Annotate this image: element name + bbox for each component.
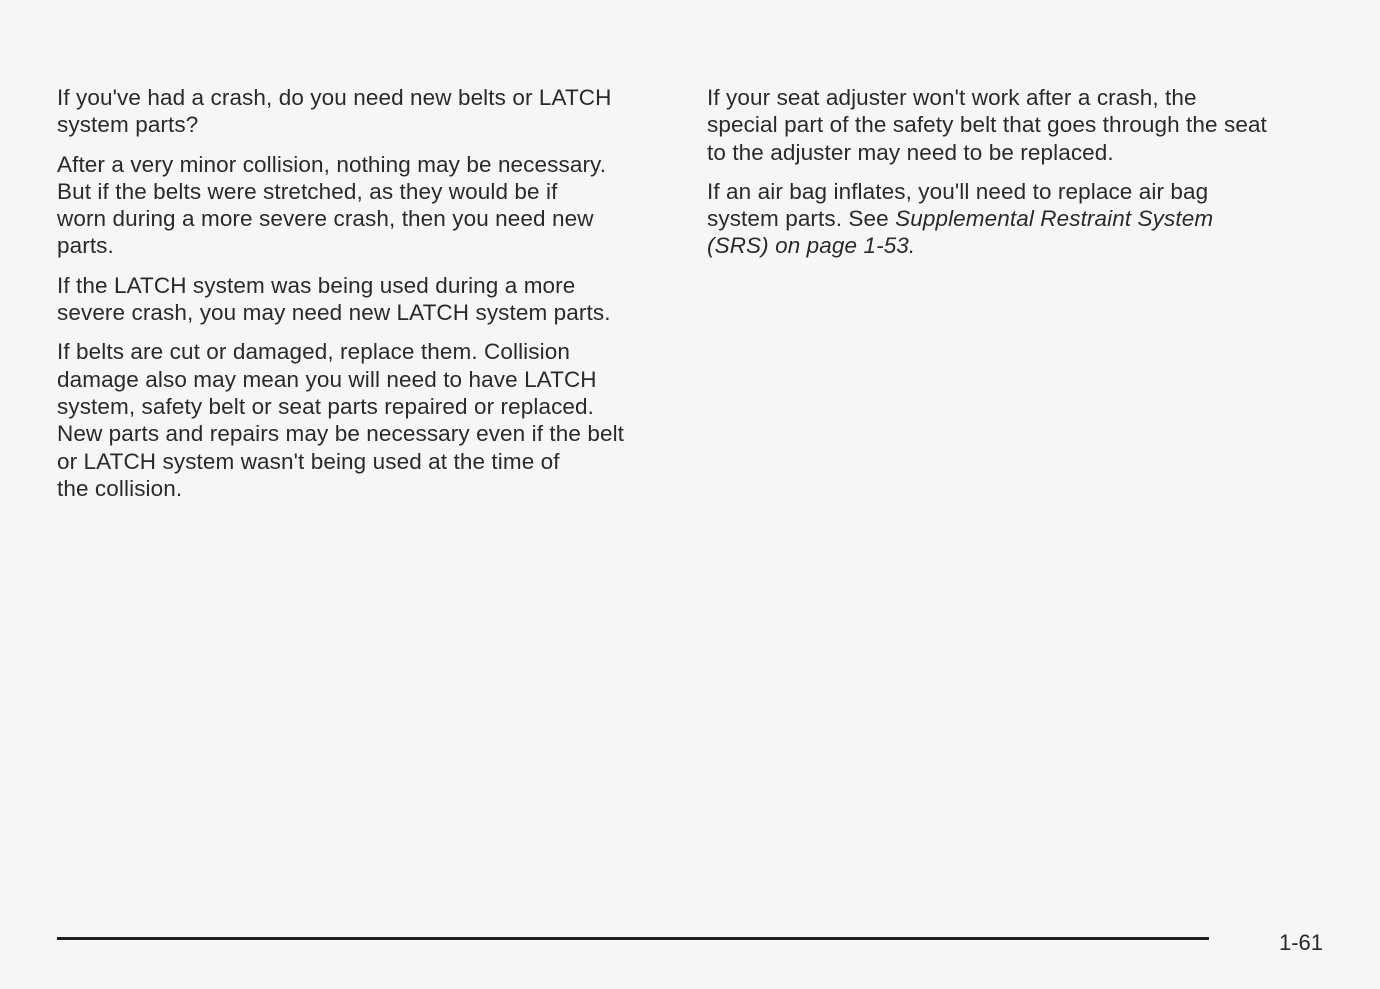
paragraph-crash-question [57,84,669,139]
right-column [707,84,1325,272]
text-line: system parts? [57,112,199,138]
footer-rule [57,937,1209,940]
text-line: But if the belts were stretched, as they would be if [57,178,558,204]
paragraph-latch-used [57,272,669,327]
text-line: the collision. [57,475,183,501]
text-segment: system parts. See [707,206,896,232]
paragraph-minor-collision [57,151,669,260]
text-line: special part of the safety belt that goes through the seat [707,112,1267,138]
text-line: to the adjuster may need to be replaced. [707,139,1114,165]
cross-reference-link-continued[interactable]: (SRS) on page 1-53. [707,233,916,259]
paragraph-belts-damaged [57,338,669,502]
text-line: After a very minor collision, nothing may be necessary. [57,151,607,177]
cross-reference-link[interactable]: Supplemental Restraint System [895,206,1214,232]
text-line: If the LATCH system was being used during a more [57,272,576,298]
text-line [707,205,1325,232]
text-line: parts. [57,233,114,259]
paragraph-seat-adjuster [707,84,1325,166]
text-line: worn during a more severe crash, then you need new [57,206,594,232]
page-number: 1-61 [1278,930,1323,955]
text-line: or LATCH system wasn't being used at the time of [57,448,560,474]
text-line: system, safety belt or seat parts repaired or replaced. [57,393,594,419]
paragraph-air-bag [707,178,1325,260]
left-column [57,84,669,514]
text-line: damage also may mean you will need to have LATCH [57,366,597,392]
text-line: If you've had a crash, do you need new belts or LATCH [57,85,612,110]
text-line: severe crash, you may need new LATCH system parts. [57,300,611,326]
text-line: If belts are cut or damaged, replace them. Collision [57,339,570,365]
text-line [707,232,1325,259]
text-line: If an air bag inflates, you'll need to replace air bag [707,178,1209,204]
text-line: If your seat adjuster won't work after a crash, the [707,85,1197,110]
text-line: New parts and repairs may be necessary even if the belt [57,421,625,447]
